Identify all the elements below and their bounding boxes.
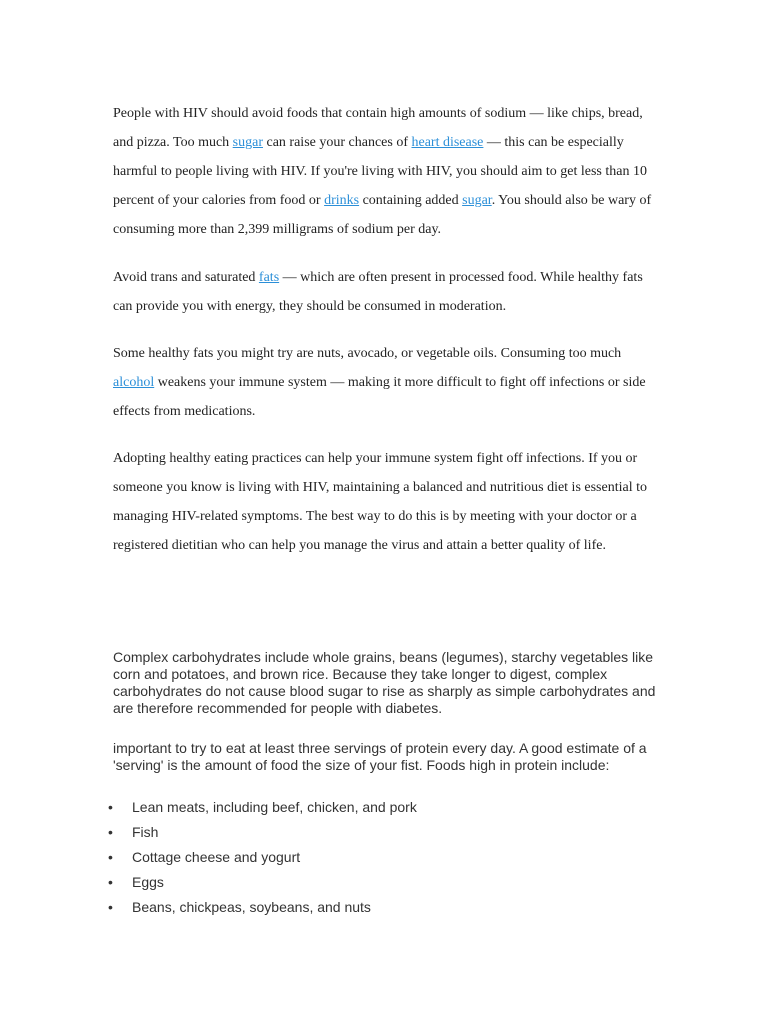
paragraph-healthy-eating: Adopting healthy eating practices can help your immune system fight off infections. If you or someone you know is living with HIV, maintaining a balanced and nutritious diet is essential to managing HIV-related symptoms. The best way to do this is by meeting with your doctor or a registered dietitian who can help you manage the virus and attain a better quality of life. [113,451,647,553]
protein-foods-list [108,797,633,922]
list-item-text: Beans, chickpeas, soybeans, and nuts [132,899,371,915]
paragraph-fats [113,263,658,321]
link-fats[interactable]: fats [258,270,280,285]
paragraph-healthy-fats [113,339,658,426]
link-sugar[interactable]: sugar [232,135,263,150]
text: weakens your immune system — making it more difficult to fight off infections or side effects from medications. [113,375,646,419]
list-item-text: Fish [132,824,159,840]
list-item-text: Lean meats, including beef, chicken, and pork [132,799,417,815]
list-item [108,897,633,922]
list-item [108,797,633,822]
link-heart-disease[interactable]: heart disease [411,135,484,150]
list-item-text: Eggs [132,874,164,890]
list-item [108,872,633,897]
list-item [108,847,633,872]
list-item [108,822,633,847]
text: can raise your chances of [263,135,412,150]
link-sugar-2[interactable]: sugar [462,193,492,208]
text: containing added [359,193,463,208]
bullet-icon: • [108,899,113,915]
paragraph-complex-carbohydrates: Complex carbohydrates include whole grains, beans (legumes), starchy vegetables like corn and potatoes, and brown rice. Because they take longer to digest, complex carbohydrates do not cause blood sugar to rise as sharply as simple carbohydrates and are therefore recommended for people with diabetes. [113,649,656,716]
link-drinks[interactable]: drinks [324,193,360,208]
text: — which are often present in processed food. While healthy fats can provide you with energy, they should be consumed in moderation. [113,270,643,314]
bullet-icon: • [108,874,113,890]
text: Avoid trans and saturated [113,270,259,285]
text: — this can be especially harmful to people living with HIV. If you're living with HIV, you should aim to get less than 10 percent of your calories from food or [113,135,647,208]
paragraph-sodium-sugar [113,99,658,244]
text: People with HIV should avoid foods that contain high amounts of sodium — like chips, bread, and pizza. Too much [113,106,643,150]
link-alcohol[interactable]: alcohol [113,375,155,390]
text: . You should also be wary of consuming more than 2,399 milligrams of sodium per day. [113,193,652,237]
paragraph-protein: important to try to eat at least three servings of protein every day. A good estimate of a 'serving' is the amount of food the size of your fist. Foods high in protein include: [113,740,647,773]
bullet-icon: • [108,799,113,815]
bullet-icon: • [108,849,113,865]
list-item-text: Cottage cheese and yogurt [132,849,301,865]
text: Some healthy fats you might try are nuts, avocado, or vegetable oils. Consuming too much [113,346,622,361]
bullet-icon: • [108,824,113,840]
